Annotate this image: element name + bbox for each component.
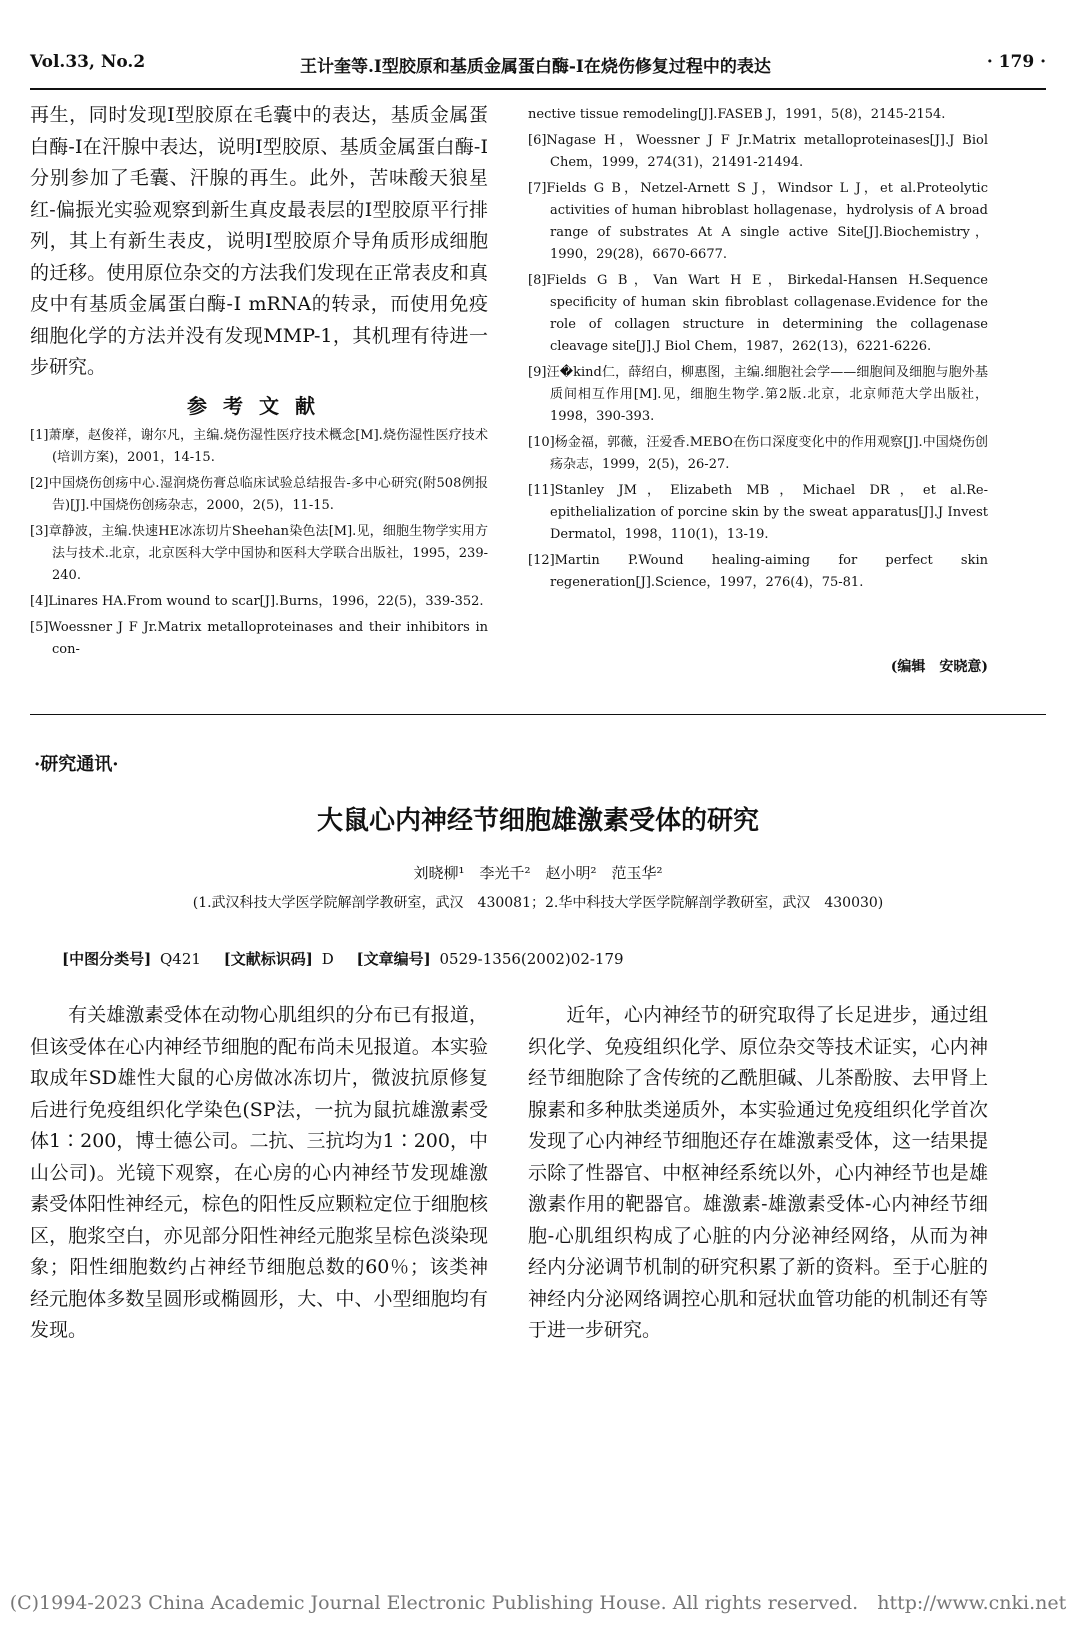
doc-code-label: [文献标识码] bbox=[223, 950, 313, 968]
references-heading: 参考文献 bbox=[187, 393, 331, 418]
article-title: 大鼠心内神经节细胞雄激素受体的研究 bbox=[316, 806, 759, 836]
reference-item: [1]萧摩，赵俊祥，谢尔凡，主编.烧伤湿性医疗技术概念[M].烧伤湿性医疗技术(培训方案)，2001，14-15. bbox=[30, 427, 488, 465]
copyright-footer: (C)1994-2023 China Academic Journal Electronic Publishing House. All rights reserved. http://www.cnki.net bbox=[9, 1592, 1067, 1614]
running-header bbox=[30, 52, 1046, 84]
reference-item: [6]Nagase H，Woessner J F Jr.Matrix metalloproteinases[J].J Biol Chem，1999，274(31)，21491-21494. bbox=[528, 133, 988, 170]
reference-list-right bbox=[528, 104, 988, 594]
section-rule bbox=[30, 714, 1046, 715]
reference-item: [5]Woessner J F Jr.Matrix metalloproteinases and their inhibitors in con- bbox=[30, 619, 488, 657]
article-right-column: 近年，心内神经节的研究取得了长足进步，通过组织化学、免疫组织化学、原位杂交等技术证实，心内神经节细胞除了含传统的乙酰胆碱、儿茶酚胺、去甲肾上腺素和多种肽类递质外，本实验通过免疫组织化学首次发现了心内神经节细胞还存在雄激素受体，这一结果提示除了性器官、中枢神经系统以外，心内神经节也是雄激素作用的靶器官。雄激素-雄激素受体-心内神经节细胞-心肌组织构成了心脏的内分泌神经网络，从而为神经内分泌调节机制的研究积累了新的资料。至于心脏的神经内分泌网络调控心肌和冠状血管功能的机制还有等于进一步研究。 bbox=[528, 1004, 988, 1341]
reference-list-left bbox=[30, 425, 488, 661]
reference-item: [11]Stanley JM，Elizabeth MB，Michael DR，et al.Re-epithelialization of porcine skin by the sweat apparatus[J].J Invest Dermatol，1998，110(1)，13-19. bbox=[528, 483, 988, 542]
class-number-value: Q421 bbox=[159, 950, 201, 968]
reference-item: [2]中国烧伤创疡中心.湿润烧伤膏总临床试验总结报告-多中心研究(附508例报告)[J].中国烧伤创疡杂志，2000，2(5)，11-15. bbox=[30, 475, 488, 513]
prev-left-column bbox=[30, 100, 488, 665]
volume-issue: Vol.33, No.2 bbox=[30, 52, 146, 72]
running-title: 王计奎等.Ⅰ型胶原和基质金属蛋白酶-Ⅰ在烧伤修复过程中的表达 bbox=[300, 57, 771, 77]
reference-item: [9]汪�kind仁，薛绍白，柳惠图，主编.细胞社会学——细胞间及细胞与胞外基质间相互作用[M].见，细胞生物学.第2版.北京，北京师范大学出版社，1998，390-393. bbox=[528, 365, 988, 424]
article-number-value: 0529-1356(2002)02-179 bbox=[439, 950, 624, 968]
page-number: · 179 · bbox=[986, 52, 1046, 72]
section-label: ·研究通讯· bbox=[34, 754, 119, 775]
header-rule bbox=[30, 88, 1046, 90]
prev-right-column bbox=[528, 104, 988, 598]
reference-item: [12]Martin P.Wound healing-aiming for perfect skin regeneration[J].Science，1997，276(4)，75-81. bbox=[528, 553, 988, 590]
reference-item: [8]Fields G B，Van Wart H E，Birkedal-Hansen H.Sequence specificity of human skin fibroblast collagenase.Evidence for the role of collagen structure in determining the collagenase cleavage site[J].J Biol Chem，1987，262(13)，6221-6226. bbox=[528, 273, 988, 354]
article-number-label: [文章编号] bbox=[356, 950, 431, 968]
reference-item: [7]Fields G B，Netzel-Arnett S J，Windsor L J，et al.Proteolytic activities of human hibroblast hollagenase，hydrolysis of A broad range of substrates At A single active Site[J].Biochemistry，1990，29(28)，6670-6677. bbox=[528, 181, 988, 262]
reference-item: [4]Linares HA.From wound to scar[J].Burns，1996，22(5)，339-352. bbox=[30, 593, 484, 609]
affiliation: (1.武汉科技大学医学院解剖学教研室，武汉 430081；2.华中科技大学医学院解剖学教研室，武汉 430030) bbox=[192, 895, 884, 911]
reference-item: [3]章静波，主编.快速HE冰冻切片Sheehan染色法[M].见，细胞生物学实用方法与技术.北京，北京医科大学中国协和医科大学联合出版社，1995，239-240. bbox=[30, 523, 488, 583]
reference-item: nective tissue remodeling[J].FASEB J，1991，5(8)，2145-2154. bbox=[528, 107, 946, 122]
article-left-column: 有关雄激素受体在动物心肌组织的分布已有报道，但该受体在心内神经节细胞的配布尚未见报道。本实验取成年SD雄性大鼠的心房做冰冻切片，微波抗原修复后进行免疫组织化学染色(SP法，一抗为鼠抗雄激素受体1∶200，博士德公司。二抗、三抗均为1∶200，中山公司)。光镜下观察，在心房的心内神经节发现雄激素受体阳性神经元，棕色的阳性反应颗粒定位于细胞核区，胞浆空白，亦见部分阳性神经元胞浆呈棕色淡染现象；阳性细胞数约占神经节细胞总数的60％；该类神经元胞体多数呈圆形或椭圆形，大、中、小型细胞均有发现。 bbox=[30, 1004, 488, 1341]
class-number-label: [中图分类号] bbox=[62, 950, 152, 968]
prev-body-text: 再生，同时发现Ⅰ型胶原在毛囊中的表达，基质金属蛋白酶-Ⅰ在汗腺中表达，说明Ⅰ型胶原、基质金属蛋白酶-Ⅰ分别参加了毛囊、汗腺的再生。此外，苦味酸天狼星红-偏振光实验观察到新生真皮最表层的Ⅰ型胶原平行排列，其上有新生表皮，说明Ⅰ型胶原介导角质形成细胞的迁移。使用原位杂交的方法我们发现在正常表皮和真皮中有基质金属蛋白酶-Ⅰ mRNA的转录，而使用免疫细胞化学的方法并没有发现MMP-1，其机理有待进一步研究。 bbox=[30, 104, 488, 378]
reference-item: [10]杨金福，郭薇，汪爱香.MEBO在伤口深度变化中的作用观察[J].中国烧伤创疡杂志，1999，2(5)，26-27. bbox=[528, 435, 988, 472]
editor-note: (编辑 安晓意) bbox=[890, 659, 988, 675]
classification-line bbox=[62, 948, 642, 969]
doc-code-value: D bbox=[321, 950, 334, 968]
author-list: 刘晓柳¹ 李光千² 赵小明² 范玉华² bbox=[413, 864, 663, 882]
